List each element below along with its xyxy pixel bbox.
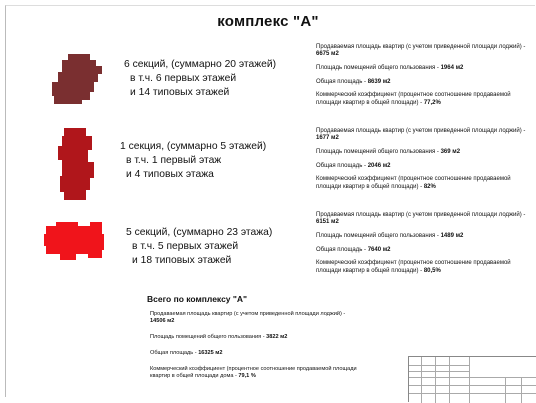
block-3-line-1: 5 секций, (суммарно 23 этажа) [126,227,273,238]
drawing-stamp [408,356,536,402]
stamp-rule [505,377,506,403]
block-3-line-3: и 18 типовых этажей [132,255,232,266]
building-plan-2 [56,126,98,202]
total-title: Всего по комплексу "А" [147,294,248,304]
page-title: комплекс "А" [217,13,319,30]
block-2-sale-area: Продаваемая площадь квартир (с учетом приведенной площади лоджий) - 1677 м2 [316,128,526,142]
building-plan-3 [42,220,106,262]
block-1-line-2: в т.ч. 6 первых этажей [130,73,237,84]
stamp-rule [469,357,470,403]
building-plan-2-shape [58,128,94,200]
total-common-area: Площадь помещений общего пользования - 3822 м2 [150,334,288,340]
block-1-total-area: Общая площадь - 8639 м2 [316,78,391,85]
block-1-line-3: и 14 типовых этажей [130,87,230,98]
block-1-sale-area: Продаваемая площадь квартир (с учетом приведенной площади лоджий) - 6675 м2 [316,44,526,58]
stamp-rule [409,393,536,394]
total-sale-area: Продаваемая площадь квартир (с учетом приведенной площади лоджий) - 14506 м2 [150,311,346,324]
stamp-rule [409,385,536,386]
stamp-rule [435,357,436,403]
block-1-common-area: Площадь помещений общего пользования - 1964 м2 [316,64,464,71]
block-2-stats [316,128,536,197]
block-3-common-area: Площадь помещений общего пользования - 1489 м2 [316,232,464,239]
block-3-total-area: Общая площадь - 7640 м2 [316,246,391,253]
block-1-coefficient: Коммерческий коэффициент (процентное соотношение продаваемой площади квартир в общей площади) - 77,2% [316,92,511,106]
stamp-rule [409,365,469,366]
block-2-line-3: и 4 типовых этажа [126,169,214,180]
stamp-rule [421,357,422,403]
block-3-line-2: в т.ч. 5 первых этажей [132,241,239,252]
building-plan-1-shape [52,54,102,104]
total-total-area: Общая площадь - 16325 м2 [150,350,223,356]
building-plan-1 [50,52,106,106]
stamp-rule [409,371,469,372]
block-1-line-1: 6 секций, (суммарно 20 этажей) [124,59,277,70]
total-coefficient: Коммерческий коэффициент (процентное соотношение продаваемой площади квартир в общей площади дома - 79,1 % [150,366,357,379]
block-1-stats [316,44,536,113]
block-2-coefficient: Коммерческий коэффициент (процентное соотношение продаваемой площади квартир в общей площади) - 82% [316,176,511,190]
stamp-rule [409,377,536,378]
block-2-common-area: Площадь помещений общего пользования - 369 м2 [316,148,461,155]
block-2-line-2: в т.ч. 1 первый этаж [126,155,222,166]
block-3-sale-area: Продаваемая площадь квартир (с учетом приведенной площади лоджий) - 6151 м2 [316,212,526,226]
block-3-description [126,226,272,268]
stamp-rule [521,377,522,403]
block-2-line-1: 1 секция, (суммарно 5 этажей) [120,141,267,152]
total-stats [150,311,360,389]
block-3-coefficient: Коммерческий коэффициент (процентное соотношение продаваемой площади квартир в общей площади) - 80,5% [316,260,511,274]
stamp-rule [449,357,450,403]
block-1-description [124,58,276,100]
block-2-total-area: Общая площадь - 2046 м2 [316,162,391,169]
building-plan-3-shape [44,222,104,260]
block-3-stats [316,212,536,281]
block-2-description [120,140,266,182]
